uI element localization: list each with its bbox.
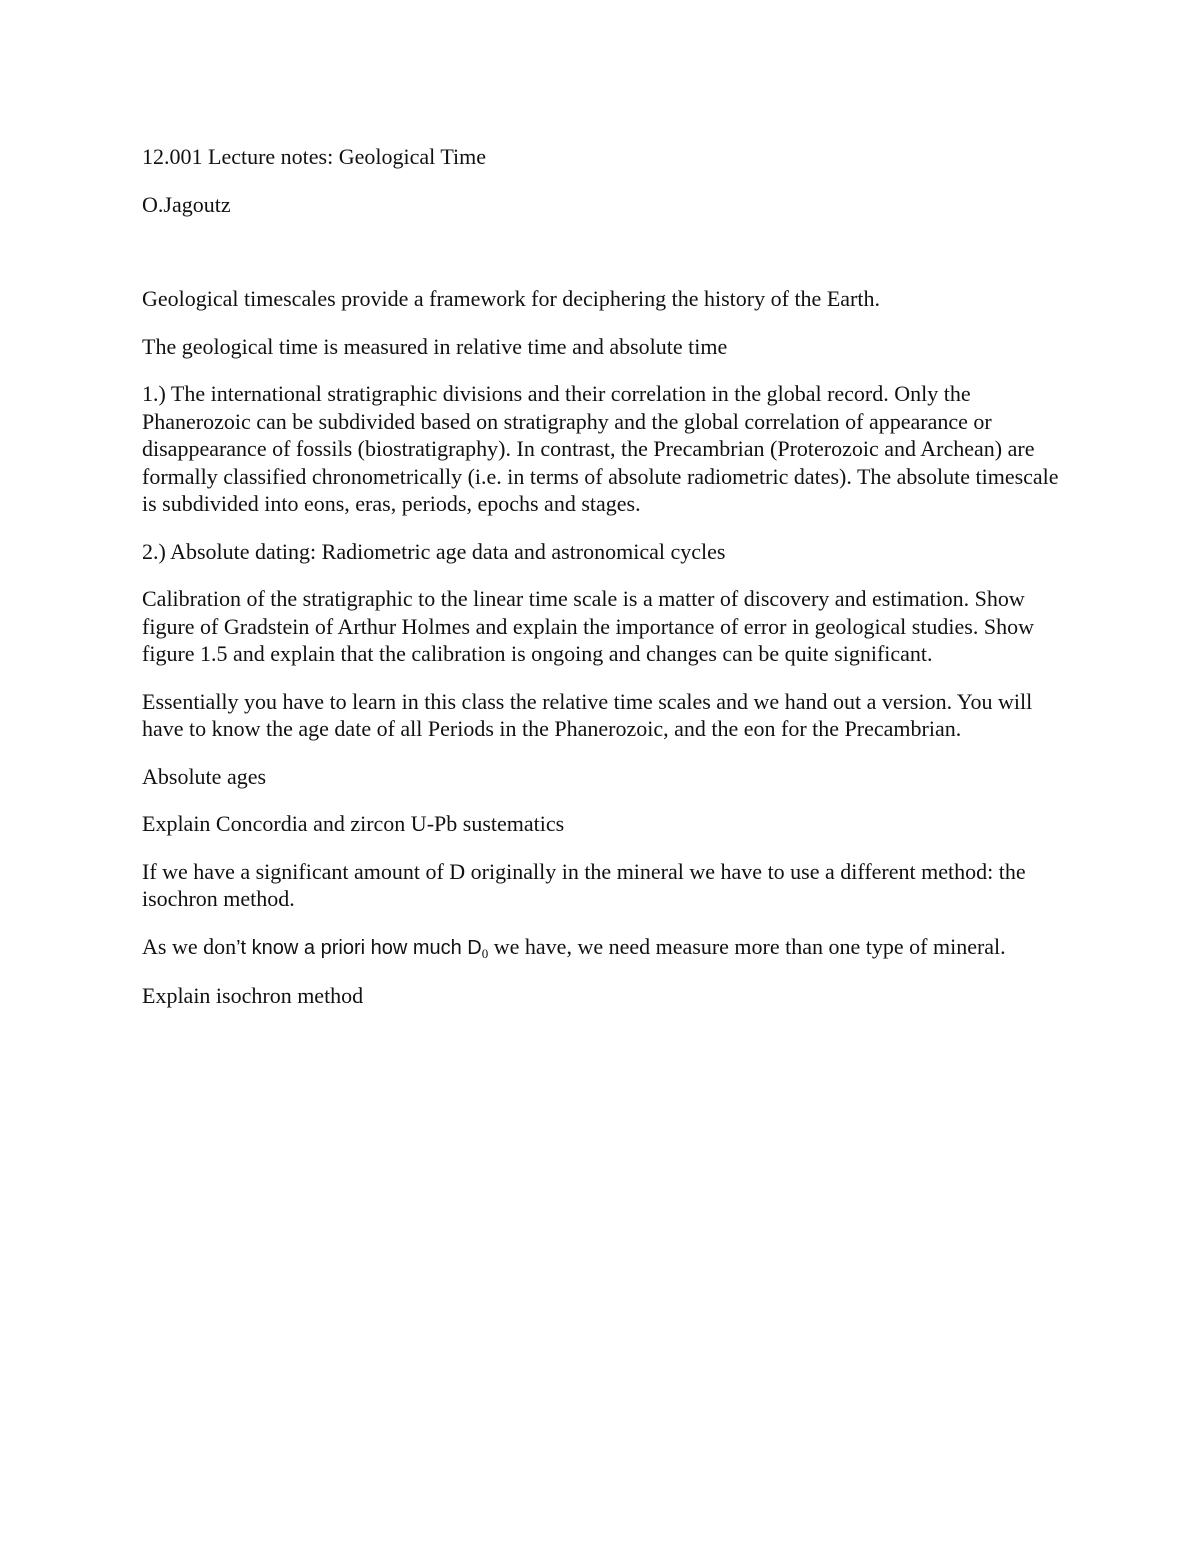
heading-absolute-ages: Absolute ages [142,763,267,789]
text-run-sans: ’t know a priori how much D [236,936,482,959]
subscript: 0 [481,945,489,961]
paragraph: Geological timescales provide a framework for deciphering the history of the Earth. [142,286,880,311]
paragraph-absolute-dating: 2.) Absolute dating: Radiometric age data and astronomical cycles [142,538,726,564]
paragraph-stratigraphic-divisions: 1.) The international stratigraphic divisions and their correlation in the global record. Only the Phanerozoic can be subdivided based on stratigraphy and the global correlation of appearance or disappearance of fossils (biostratigraphy). In contrast, the Precambrian (Proterozoic and Archean) are formally classified chronometrically (i.e. in terms of absolute radiometric dates). The absolute timescale is subdivided into eons, eras, periods, epochs and stages. [142,381,1059,516]
paragraph: The geological time is measured in relative time and absolute time [142,333,728,359]
document-author: O.Jagoutz [142,191,231,217]
paragraph-explain-isochron: Explain isochron method [142,983,364,1008]
text-run: we have, we need measure more than one type of mineral. [488,933,1006,959]
paragraph-calibration: Calibration of the stratigraphic to the linear time scale is a matter of discovery and estimation. Show figure of Gradstein of Arthur Holmes and explain the importance of error in geological studies. Show figure 1.5 and explain that the calibration is ongoing and changes can be quite significant. [142,586,1034,666]
document-title: 12.001 Lecture notes: Geological Time [142,144,486,169]
document-body [142,143,1072,1030]
paragraph-concordia: Explain Concordia and zircon U-Pb sustematics [142,811,565,836]
paragraph-isochron-intro: If we have a significant amount of D originally in the mineral we have to use a different method: the isochron method. [142,858,1026,911]
paragraph-d0 [142,933,1072,963]
text-run: As we don [142,933,237,959]
paragraph-learning-note: Essentially you have to learn in this class the relative time scales and we hand out a version. You will have to know the age date of all Periods in the Phanerozoic, and the eon for the Precambrian. [142,688,1033,741]
